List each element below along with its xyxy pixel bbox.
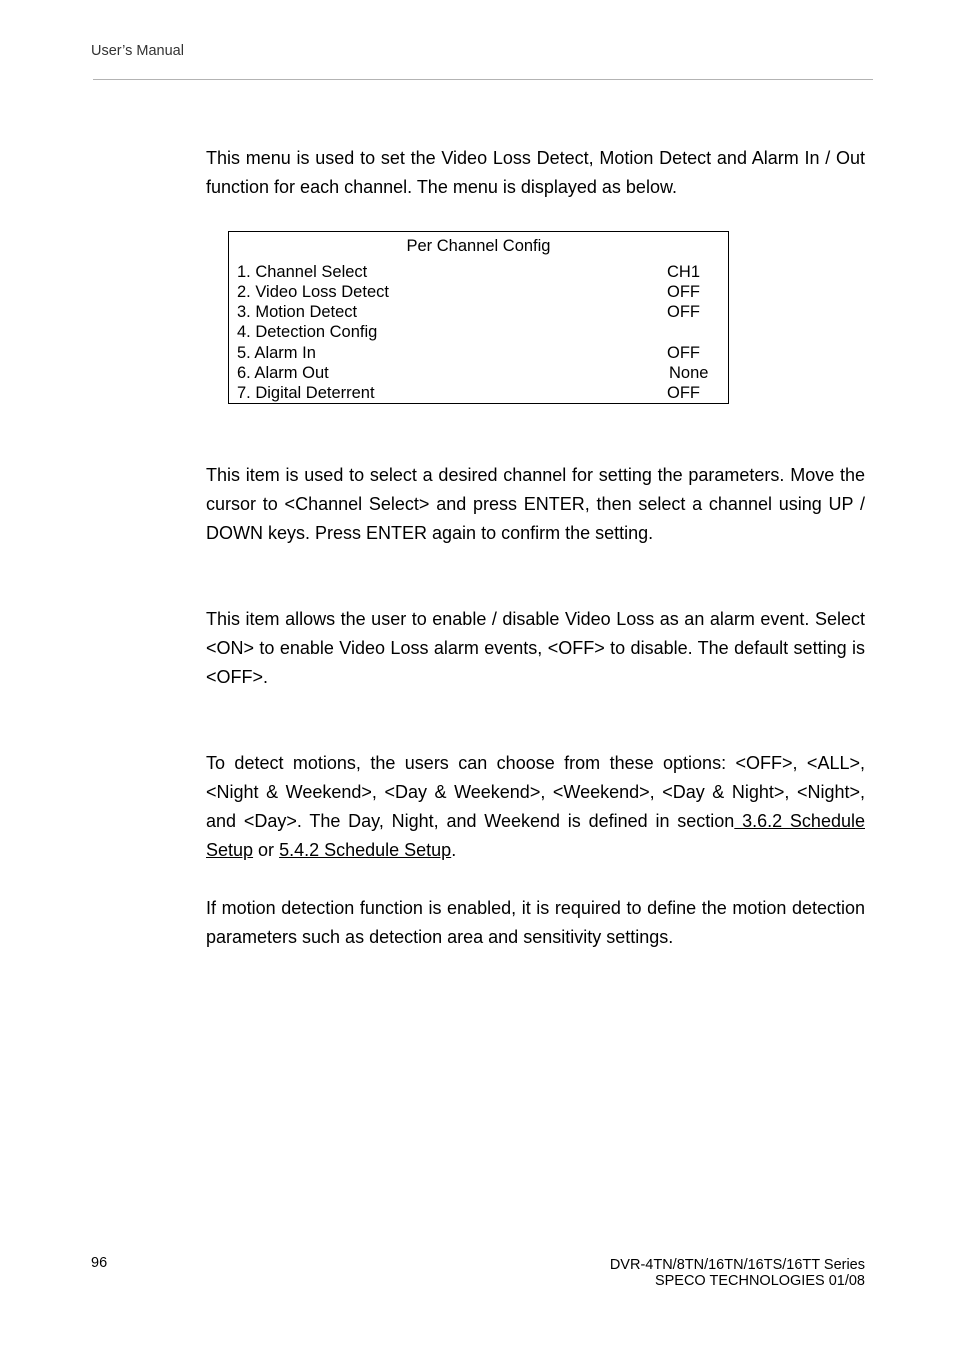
motion-detect-or: or xyxy=(253,840,280,860)
menu-item-alarm-in xyxy=(237,343,715,363)
menu-item-label: 4. Detection Config xyxy=(237,323,378,341)
motion-detect-text: To detect motions, the users can choose from these options: <OFF>, <ALL>, <Night & Weekend>, <Day & Weekend>, <Weekend>, <Day & Night>, <Night>, and <Day>. The Day, Night, and Weekend is defined in section xyxy=(206,753,865,831)
header-label: User’s Manual xyxy=(91,43,184,59)
menu-item-motion-detect xyxy=(237,302,715,322)
menu-item-value: OFF xyxy=(667,384,700,402)
schedule-setup-link-3-6-2[interactable]: 3.6.2 Schedule Setup xyxy=(206,811,865,860)
menu-item-value: OFF xyxy=(667,344,700,362)
menu-item-label: 3. Motion Detect xyxy=(237,303,358,321)
menu-item-video-loss-detect xyxy=(237,282,715,302)
menu-item-digital-deterrent xyxy=(237,383,715,403)
menu-title: Per Channel Config xyxy=(406,237,551,255)
schedule-setup-link-5-4-2[interactable]: 5.4.2 Schedule Setup xyxy=(279,840,452,860)
page-number: 96 xyxy=(91,1255,108,1271)
header-divider xyxy=(93,79,873,80)
menu-item-label: 7. Digital Deterrent xyxy=(237,384,375,402)
menu-item-label: 6. Alarm Out xyxy=(237,364,329,382)
motion-detect-period: . xyxy=(451,840,457,860)
menu-item-value: OFF xyxy=(667,283,700,301)
menu-item-value: CH1 xyxy=(667,263,701,281)
menu-item-alarm-out xyxy=(237,363,715,383)
menu-item-value: None xyxy=(669,364,709,382)
footer-series: DVR-4TN/8TN/16TN/16TS/16TT Series xyxy=(609,1257,865,1273)
menu-item-value: OFF xyxy=(667,303,700,321)
menu-item-label: 2. Video Loss Detect xyxy=(237,283,389,301)
menu-item-label: 5. Alarm In xyxy=(237,344,316,362)
motion-detect-paragraph xyxy=(206,749,865,865)
intro-paragraph: This menu is used to set the Video Loss Detect, Motion Detect and Alarm In / Out function for each channel. The menu is displayed as below. xyxy=(206,148,865,197)
menu-item-detection-config xyxy=(237,322,715,342)
footer-info xyxy=(610,1257,865,1289)
menu-item-channel-select xyxy=(237,262,715,282)
footer-company: SPECO TECHNOLOGIES 01/08 xyxy=(654,1273,865,1289)
motion-note-paragraph: If motion detection function is enabled, it is required to define the motion detection parameters such as detection area and sensitivity settings. xyxy=(206,898,865,947)
channel-select-paragraph: This item is used to select a desired channel for setting the parameters. Move the cursor to <Channel Select> and press ENTER, then select a channel using UP / DOWN keys. Press ENTER again to confirm the setting. xyxy=(206,465,865,543)
video-loss-paragraph: This item allows the user to enable / disable Video Loss as an alarm event. Select <ON> to enable Video Loss alarm events, <OFF> to disable. The default setting is <OFF>. xyxy=(206,609,865,687)
menu-item-label: 1. Channel Select xyxy=(237,263,368,281)
per-channel-config-menu xyxy=(228,231,729,404)
